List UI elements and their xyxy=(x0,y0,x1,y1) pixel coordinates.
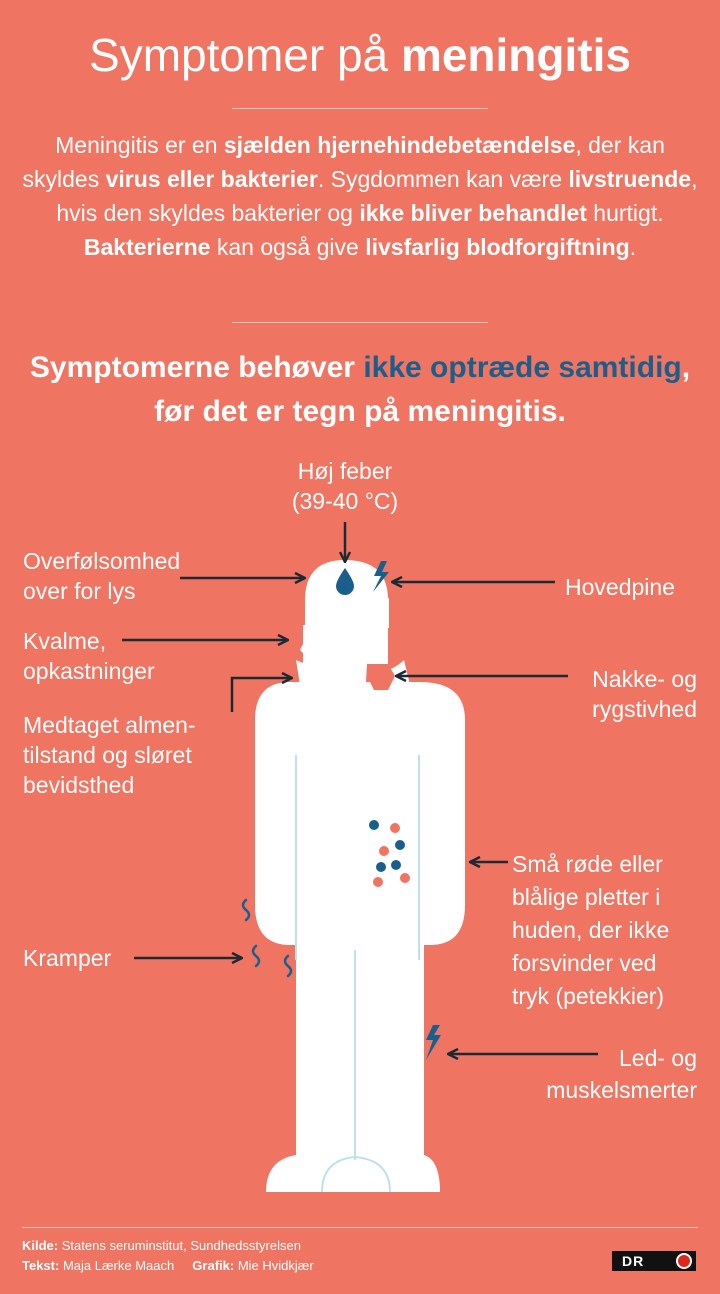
label-nausea: Kvalme, opkastninger xyxy=(23,628,155,684)
page-title: Symptomer på meningitis xyxy=(89,29,631,81)
label-neck-stiffness: Nakke- og rygstivhed xyxy=(592,666,697,722)
intro-segment: , hvis den skyldes bakterier og xyxy=(56,166,698,226)
intro-segment: . Sygdommen kan være xyxy=(317,166,569,192)
label-fever: Høj feber (39-40 °C) xyxy=(291,458,399,514)
footer-source: Kilde: Statens seruminstitut, Sundhedsstyrelsen xyxy=(22,1238,301,1253)
intro-emphasis: sjælden hjernehindebetændelse xyxy=(223,132,576,158)
label-cramps: Kramper xyxy=(23,945,112,971)
intro-emphasis: ikke bliver behandlet xyxy=(359,200,587,226)
footer-divider xyxy=(22,1227,698,1228)
intro-emphasis: livsfarlig blodforgiftning xyxy=(365,234,630,260)
dr-eye-icon xyxy=(676,1253,692,1269)
intro-emphasis: livstruende xyxy=(568,166,692,192)
label-headache: Hovedpine xyxy=(565,574,675,600)
footer-credits: Tekst: Maja Lærke Maach Grafik: Mie Hvidkjær xyxy=(22,1258,314,1273)
intro-segment: kan også give xyxy=(210,234,366,260)
label-muscle-pain: Led- og muskelsmerter xyxy=(546,1045,697,1103)
intro-segment: hurtigt. xyxy=(586,200,664,226)
intro-segment: , der kan skyldes xyxy=(22,132,665,192)
dr-logo: DR xyxy=(612,1251,696,1271)
intro-segment: . xyxy=(629,234,637,260)
label-light-sensitivity: Overfølsomhed over for lys xyxy=(23,548,181,604)
label-general-condition: Medtaget almen- tilstand og sløret bevidsthed xyxy=(23,712,196,798)
lightning-icon xyxy=(426,1025,441,1060)
label-petechiae: Små røde eller blålige pletter i huden, der ikke forsvinder ved tryk (petekkier) xyxy=(512,851,670,1009)
body-silhouette xyxy=(255,560,465,1192)
intro-emphasis: virus eller bakterier xyxy=(105,166,318,192)
intro-emphasis: Bakterierne xyxy=(83,234,211,260)
intro-segment: Meningitis er en xyxy=(55,132,224,158)
headline: Symptomerne behøver ikke optræde samtidig, før det er tegn på meningitis. xyxy=(29,351,691,428)
